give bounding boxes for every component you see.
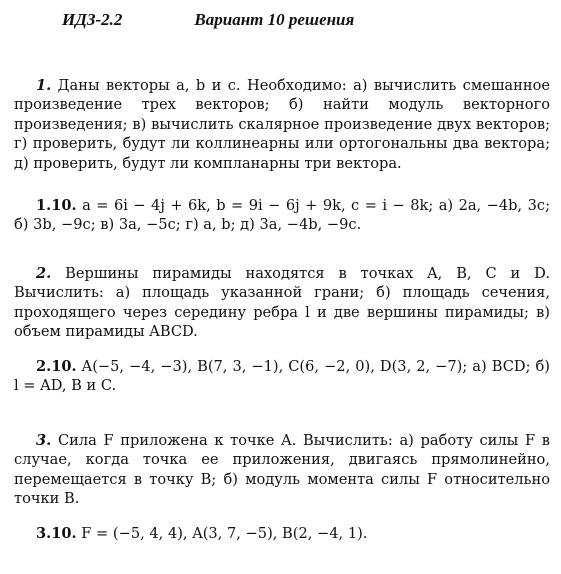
variant-2-text: A(−5, −4, −3), B(7, 3, −1), C(6, −2, 0), D(3, 2, −7); а) BCD; б) l = AD, B и C. [14,358,551,395]
problem-3-text: Сила F приложена к точке A. Вычислить: а) работу силы F в случае, когда точка ее приложения, двигаясь прямолинейно, перемещается в точку B; б) модуль момента силы F относительно точки B. [14,432,550,508]
variant-1-number: 1.10. [36,197,77,214]
problem-3-number: 3. [36,432,52,449]
problem-2 [14,264,550,342]
variant-3-text: F = (−5, 4, 4), A(3, 7, −5), B(2, −4, 1). [81,525,368,542]
problem-1-text: Даны векторы a, b и c. Необходимо: а) вычислить смешанное произведение трех векторов; б) найти модуль векторного произведения; в) вычислить скалярное произведение двух векторов; г) проверить, будут ли коллинеарны или ортогональны два вектора; д) проверить, будут ли компланарны три вектора. [14,77,550,172]
assignment-title: ИДЗ-2.2 [62,10,123,29]
problem-1 [14,76,550,173]
variant-3 [14,524,550,543]
variant-2 [14,357,550,396]
variant-2-number: 2.10. [36,358,77,375]
variant-1 [14,196,550,235]
variant-1-text: a = 6i − 4j + 6k, b = 9i − 6j + 9k, c = i − 8k; а) 2a, −4b, 3c; б) 3b, −9c; в) 3a, −5c; г) a, b; д) 3a, −4b, −9c. [14,197,550,234]
problem-1-number: 1. [36,77,52,94]
page-header [62,10,354,30]
variant-title: Вариант 10 решения [194,10,355,29]
variant-3-number: 3.10. [36,525,77,542]
problem-3 [14,431,550,509]
problem-2-text: Вершины пирамиды находятся в точках A, B, C и D. Вычислить: а) площадь указанной грани; б) площадь сечения, проходящего через середину ребра l и две вершины пирамиды; в) объем пирамиды ABCD. [14,265,551,341]
problem-2-number: 2. [36,265,52,282]
